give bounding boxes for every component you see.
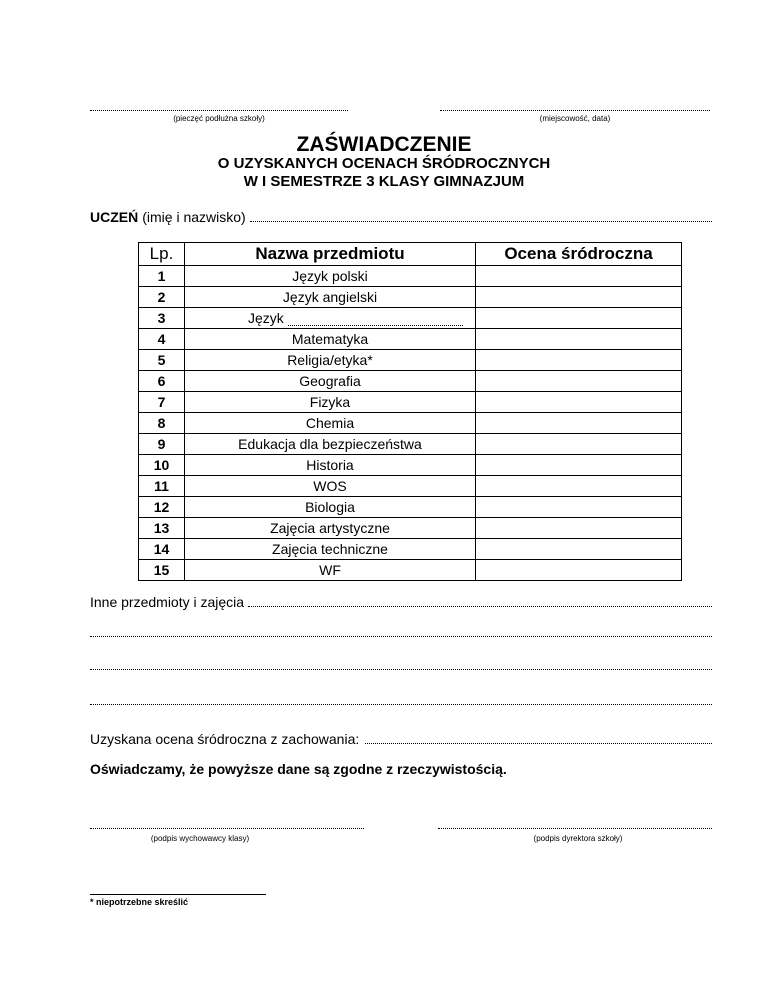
table-row — [139, 476, 682, 497]
grade-cell[interactable] — [476, 350, 682, 371]
subject-name: Geografia — [185, 371, 476, 392]
subject-name: Chemia — [185, 413, 476, 434]
other-subjects-row — [90, 594, 712, 610]
behavior-grade-field[interactable] — [365, 743, 712, 744]
other-subjects-label: Inne przedmioty i zajęcia — [90, 594, 245, 610]
grade-cell[interactable] — [476, 497, 682, 518]
student-name-field[interactable] — [250, 221, 712, 222]
subject-name: Matematyka — [185, 329, 476, 350]
grade-cell[interactable] — [476, 266, 682, 287]
row-number: 7 — [139, 392, 185, 413]
grade-cell[interactable] — [476, 455, 682, 476]
director-signature-caption: (podpis dyrektora szkoły) — [533, 834, 623, 843]
table-row — [139, 497, 682, 518]
school-stamp-caption: (pieczęć podłużna szkoły) — [173, 114, 265, 123]
table-row — [139, 539, 682, 560]
school-stamp-line — [90, 104, 348, 111]
row-number: 14 — [139, 539, 185, 560]
declaration: Oświadczamy, że powyższe dane są zgodne z rzeczywistością. — [90, 761, 507, 777]
grade-cell[interactable] — [476, 308, 682, 329]
row-number: 5 — [139, 350, 185, 371]
header-subject: Nazwa przedmiotu — [185, 243, 476, 266]
table-row — [139, 329, 682, 350]
table-row — [139, 518, 682, 539]
grade-cell[interactable] — [476, 539, 682, 560]
grade-cell[interactable] — [476, 560, 682, 581]
table-row — [139, 266, 682, 287]
row-number: 12 — [139, 497, 185, 518]
document-subtitle-1: O UZYSKANYCH OCENACH ŚRÓDROCZNYCH — [217, 155, 551, 172]
table-row — [139, 455, 682, 476]
table-row — [139, 371, 682, 392]
student-row — [90, 209, 712, 225]
subject-name: Historia — [185, 455, 476, 476]
subject-name: Fizyka — [185, 392, 476, 413]
grade-cell[interactable] — [476, 392, 682, 413]
subject-name: Edukacja dla bezpieczeństwa — [185, 434, 476, 455]
subject-name: Biologia — [185, 497, 476, 518]
teacher-signature-caption: (podpis wychowawcy klasy) — [150, 834, 250, 843]
grade-cell[interactable] — [476, 518, 682, 539]
row-number: 13 — [139, 518, 185, 539]
subject-name: Język polski — [185, 266, 476, 287]
table-row — [139, 434, 682, 455]
behavior-row — [90, 731, 712, 747]
grade-cell[interactable] — [476, 371, 682, 392]
row-number: 3 — [139, 308, 185, 329]
table-row — [139, 413, 682, 434]
table-row — [139, 308, 682, 329]
subject-name: WOS — [185, 476, 476, 497]
grades-table — [138, 242, 682, 581]
student-label-bold: UCZEŃ — [90, 209, 139, 225]
other-subjects-line-3[interactable] — [90, 665, 712, 670]
table-row — [139, 287, 682, 308]
header-lp: Lp. — [139, 243, 185, 266]
subject-name: Zajęcia techniczne — [185, 539, 476, 560]
grade-cell[interactable] — [476, 476, 682, 497]
subject-name: Język angielski — [185, 287, 476, 308]
grade-cell[interactable] — [476, 329, 682, 350]
row-number: 15 — [139, 560, 185, 581]
student-label-rest: (imię i nazwisko) — [142, 209, 246, 225]
place-date-caption: (miejscowość, data) — [539, 114, 611, 123]
teacher-signature-line[interactable] — [90, 822, 364, 829]
row-number: 8 — [139, 413, 185, 434]
row-number: 10 — [139, 455, 185, 476]
subject-language-label: Język — [248, 310, 284, 326]
language-name-field[interactable] — [288, 313, 463, 326]
footnote-rule — [90, 894, 266, 895]
other-subjects-line-2[interactable] — [90, 632, 712, 637]
subject-name: Religia/etyka* — [185, 350, 476, 371]
header-grade: Ocena śródroczna — [476, 243, 682, 266]
row-number: 4 — [139, 329, 185, 350]
table-row — [139, 560, 682, 581]
row-number: 11 — [139, 476, 185, 497]
table-header-row — [139, 243, 682, 266]
table-row — [139, 350, 682, 371]
subject-name: WF — [185, 560, 476, 581]
place-date-line — [440, 104, 710, 111]
row-number: 2 — [139, 287, 185, 308]
grade-cell[interactable] — [476, 413, 682, 434]
row-number: 1 — [139, 266, 185, 287]
grade-cell[interactable] — [476, 287, 682, 308]
row-number: 9 — [139, 434, 185, 455]
director-signature-line[interactable] — [438, 822, 712, 829]
subject-name — [185, 308, 476, 329]
table-row — [139, 392, 682, 413]
behavior-label: Uzyskana ocena śródroczna z zachowania: — [90, 731, 360, 747]
row-number: 6 — [139, 371, 185, 392]
footnote: * niepotrzebne skreślić — [90, 897, 189, 907]
document-title: ZAŚWIADCZENIE — [296, 133, 472, 156]
other-subjects-line-4[interactable] — [90, 700, 712, 705]
other-subjects-field[interactable] — [248, 606, 712, 607]
grade-cell[interactable] — [476, 434, 682, 455]
subject-name: Zajęcia artystyczne — [185, 518, 476, 539]
document-subtitle-2: W I SEMESTRZE 3 KLASY GIMNAZJUM — [243, 173, 525, 190]
